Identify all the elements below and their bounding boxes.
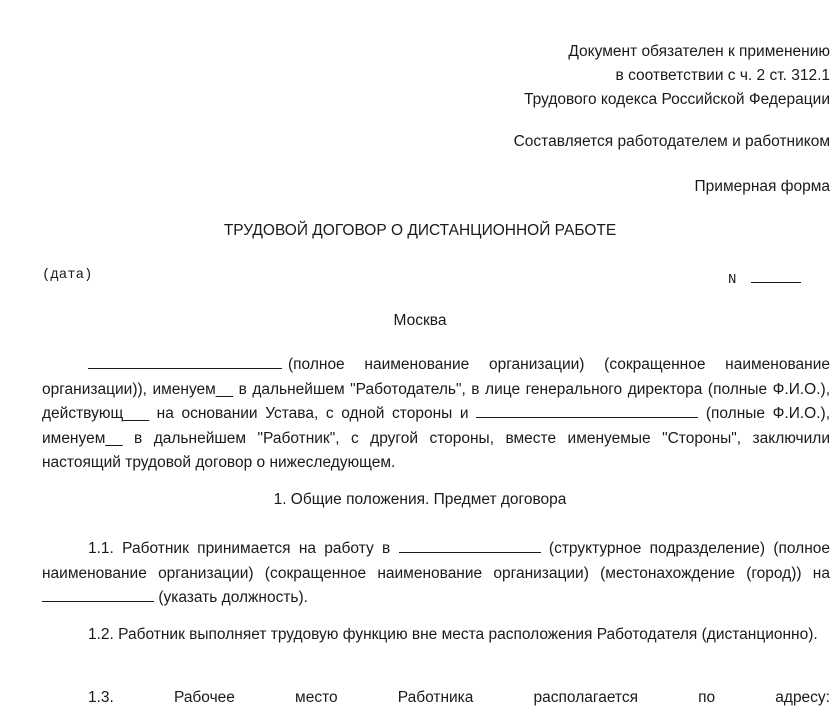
applicability-note <box>524 40 830 112</box>
number-blank <box>751 267 801 283</box>
clause-1-1 <box>42 537 830 611</box>
intro-text-1: (полное наименование организации) (сокращенное наименование организации)), именуем__ в дальнейшем "Работодатель", в лице генерального директора (полные Ф.И.О.), действующ___ на основании Устава, с одной стороны и <box>42 356 830 422</box>
applicability-line-2: в соответствии с ч. 2 ст. 312.1 <box>615 67 830 84</box>
clause-1-1-part-b: (структурное подразделение) (полное наименование организации) (сокращенное наименование организации) (местонахождение (город)) на <box>42 540 830 582</box>
number-label: N <box>728 272 737 288</box>
clause-1-3-text: 1.3. Рабочее место Работника располагается по адресу: <box>88 689 830 706</box>
date-placeholder: (дата) <box>42 267 93 283</box>
clause-1-2 <box>42 623 830 648</box>
contract-number <box>728 267 801 288</box>
section-1-heading: 1. Общие положения. Предмет договора <box>273 491 567 508</box>
compiled-by-note: Составляется работодателем и работником <box>513 133 830 150</box>
applicability-line-3: Трудового кодекса Российской Федерации <box>524 91 830 108</box>
form-type-note: Примерная форма <box>694 178 830 195</box>
applicability-line-1: Документ обязателен к применению <box>568 43 830 60</box>
intro-paragraph <box>42 353 830 476</box>
position-blank <box>42 586 154 602</box>
clause-1-1-part-c: (указать должность). <box>158 589 308 606</box>
clause-1-1-part-a: 1.1. Работник принимается на работу в <box>88 540 391 557</box>
organization-name-blank <box>88 353 282 369</box>
clause-1-2-text: 1.2. Работник выполняет трудовую функцию вне места расположения Работодателя (дистанционно). <box>88 626 818 643</box>
city: Москва <box>393 312 447 329</box>
clause-1-3 <box>42 686 830 711</box>
employee-name-blank <box>476 402 698 418</box>
intro-text-2: (полные Ф.И.О.), именуем__ в дальнейшем "Работник", с другой стороны, вместе именуемые "Стороны", заключили настоящий трудовой договор о нижеследующем. <box>42 405 830 471</box>
department-blank <box>399 537 541 553</box>
document-title: ТРУДОВОЙ ДОГОВОР О ДИСТАНЦИОННОЙ РАБОТЕ <box>223 222 617 239</box>
